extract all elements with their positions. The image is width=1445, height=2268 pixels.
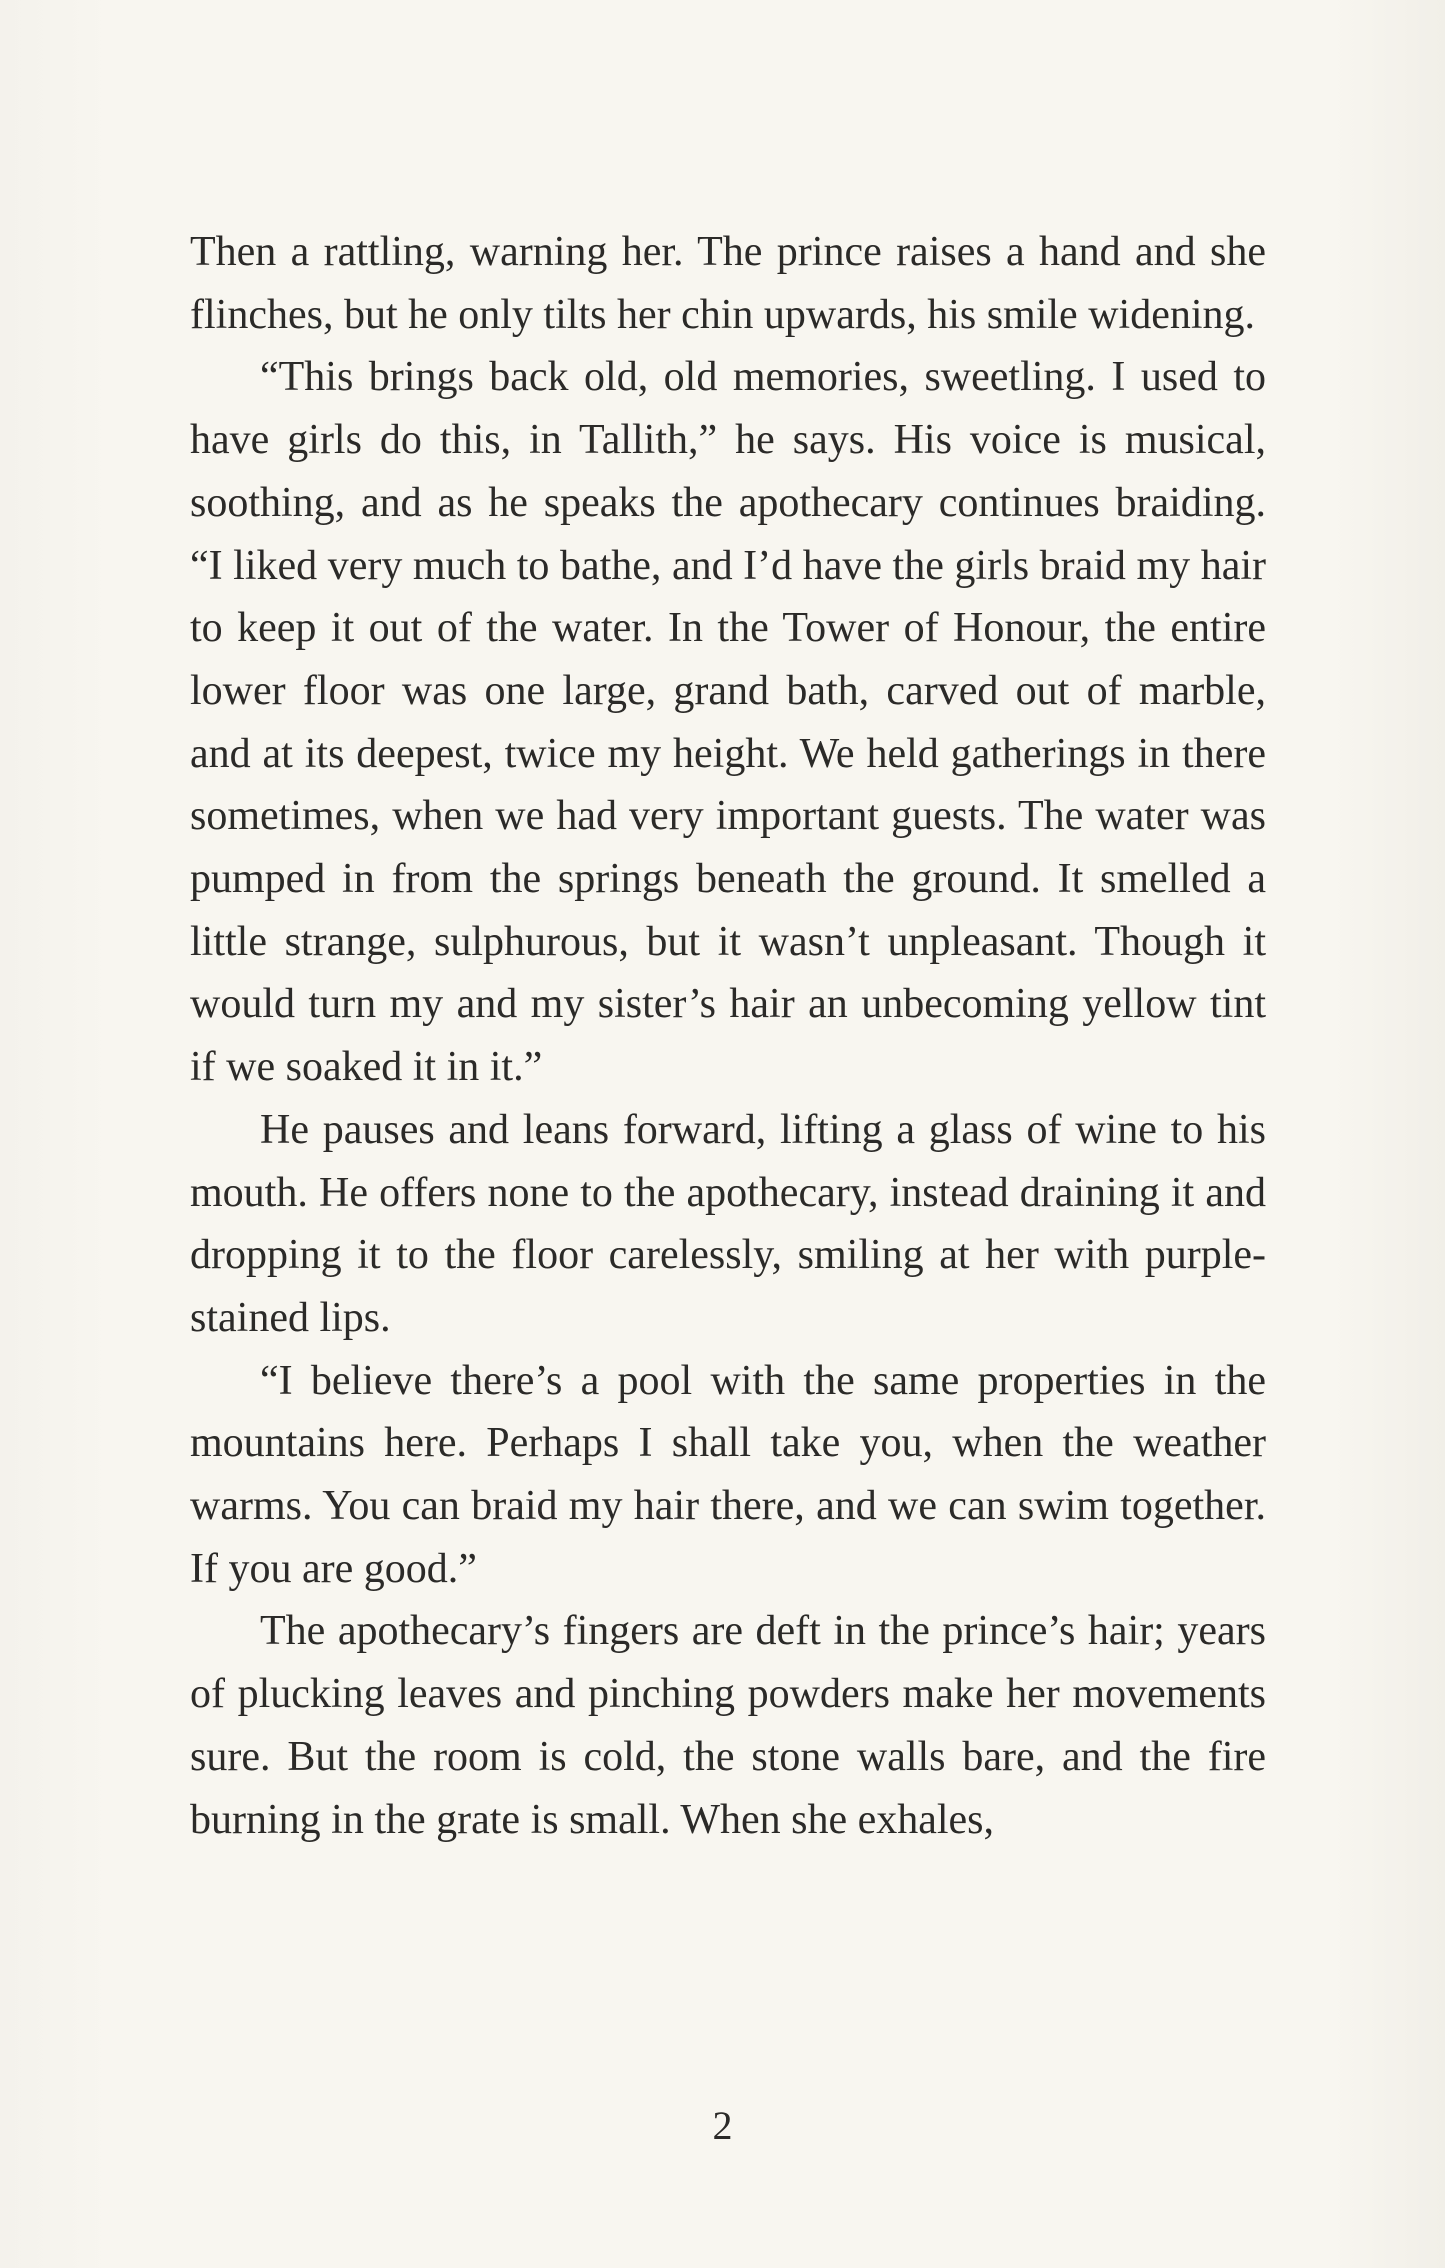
paragraph: The apothecary’s fingers are deft in the prince’s hair; years of plucking leaves and pinching powders make her movements sure. But the room is cold, the stone walls bare, and the fire burning in the grate is small. When she exhales,	[190, 1608, 1266, 1843]
page-number: 2	[712, 2103, 733, 2148]
paragraph: He pauses and leans forward, lifting a glass of wine to his mouth. He offers none to the apothecary, instead draining it and dropping it to the floor carelessly, smiling at her with purple-stained lips.	[190, 1106, 1266, 1341]
paragraph: Then a rattling, warning her. The prince raises a hand and she flinches, but he only tilts her chin upwards, his smile widening.	[190, 229, 1266, 338]
paragraph: “This brings back old, old memories, sweetling. I used to have girls do this, in Tallith,” he says. His voice is musical, soothing, and as he speaks the apothecary continues braiding. “I liked very much to bathe, and I’d have the girls braid my hair to keep it out of the water. In the Tower of Honour, the entire lower floor was one large, grand bath, carved out of marble, and at its deepest, twice my height. We held gatherings in there sometimes, when we had very important guests. The water was pumped in from the springs beneath the ground. It smelled a little strange, sulphurous, but it wasn’t unpleasant. Though it would turn my and my sister’s hair an unbecoming yellow tint if we soaked it in it.”	[190, 354, 1266, 1091]
body-text	[190, 221, 1266, 1851]
paragraph: “I believe there’s a pool with the same properties in the mountains here. Perhaps I shall take you, when the weather warms. You can braid my hair there, and we can swim together. If you are good.”	[190, 1357, 1266, 1592]
